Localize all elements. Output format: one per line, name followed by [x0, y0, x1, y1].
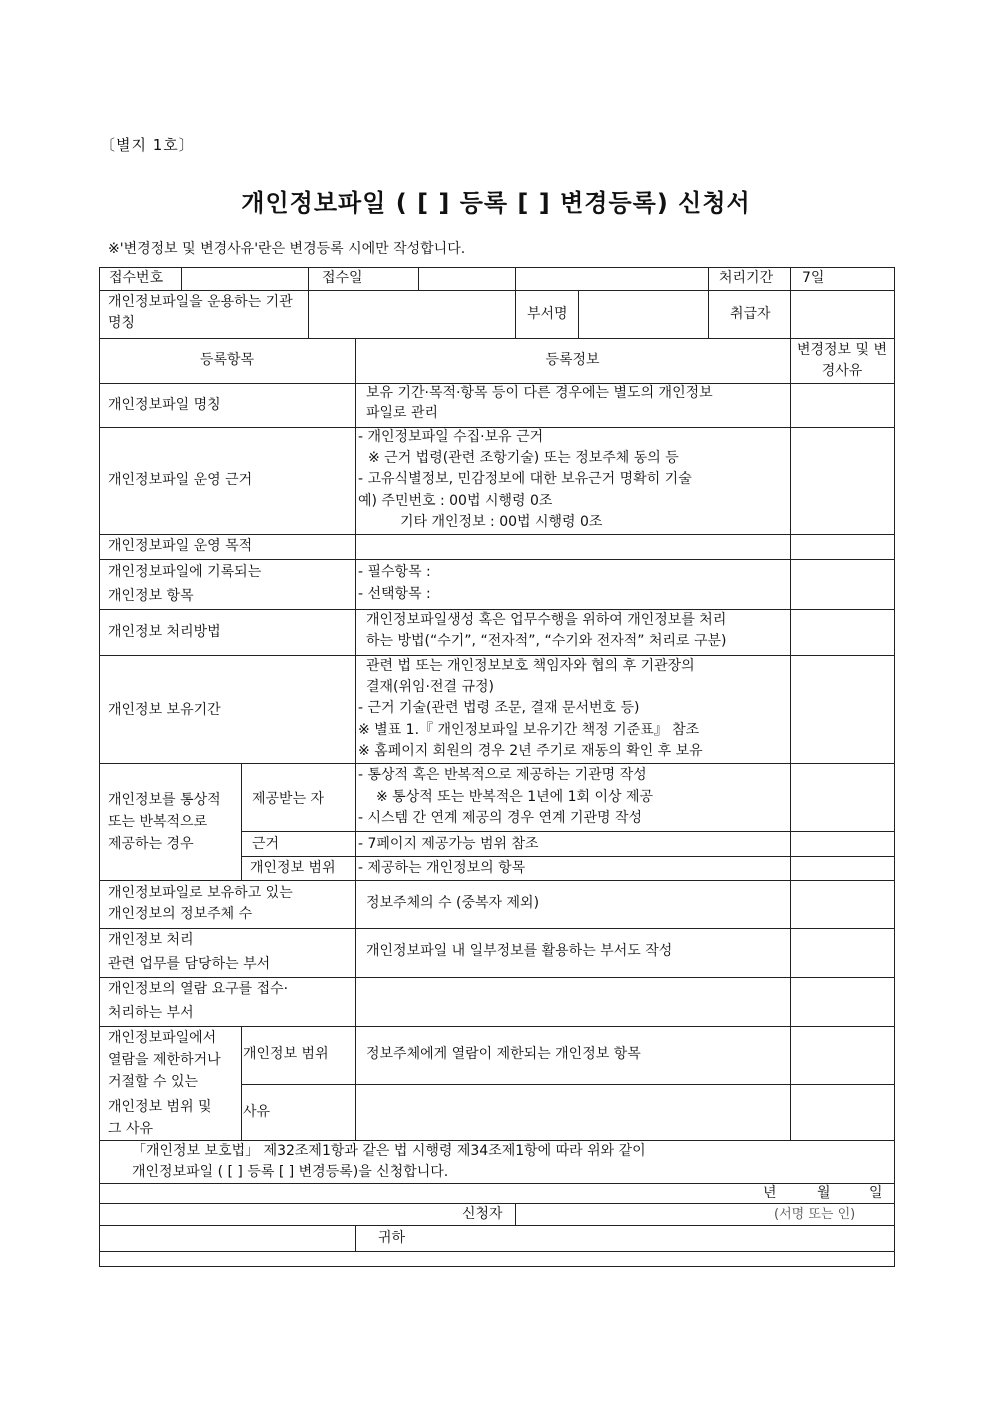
col-divider	[708, 290, 709, 338]
access-dept-label: 개인정보의 열람 요구를 접수·	[108, 981, 289, 997]
column-change-header: 변경정보 및 변경사유	[796, 342, 888, 379]
restriction-reason-label: 사유	[243, 1104, 271, 1120]
basis-info: 예) 주민번호 : 00법 시행령 0조	[358, 493, 553, 509]
row-divider	[99, 977, 895, 978]
items-label: 개인정보 항목	[108, 588, 194, 604]
items-info: - 필수항목 :	[358, 564, 431, 580]
processing-period-value: 7일	[802, 270, 825, 286]
items-label: 개인정보파일에 기록되는	[108, 564, 262, 580]
row-divider	[99, 1026, 895, 1027]
form-title: 개인정보파일 ( [ ] 등록 [ ] 변경등록) 신청서	[241, 189, 751, 217]
retention-info: ※ 홈페이지 회원의 경우 2년 주기로 재동의 확인 후 보유	[358, 743, 703, 759]
restriction-label: 열람을 제한하거나	[108, 1052, 221, 1068]
col-divider	[308, 267, 309, 338]
file-name-info: 파일로 관리	[366, 405, 439, 421]
statement-text: 개인정보파일 ( [ ] 등록 [ ] 변경등록)을 신청합니다.	[132, 1164, 449, 1180]
department-label: 부서명	[527, 306, 568, 322]
file-name-label: 개인정보파일 명칭	[108, 397, 221, 413]
restriction-label: 개인정보파일에서	[108, 1030, 217, 1046]
column-item-header: 등록항목	[199, 352, 255, 368]
col-divider	[418, 267, 419, 290]
row-divider	[99, 928, 895, 929]
recipient-info: ※ 통상적 또는 반복적은 1년에 1회 이상 제공	[376, 789, 654, 805]
restriction-label: 그 사유	[108, 1121, 154, 1137]
row-divider	[241, 856, 895, 857]
retention-label: 개인정보 보유기간	[108, 702, 221, 718]
row-divider	[241, 1084, 895, 1085]
subjects-label: 개인정보의 정보주체 수	[108, 906, 253, 922]
provision-label: 제공하는 경우	[108, 836, 194, 852]
form-note: ※'변경정보 및 변경사유'란은 변경등록 시에만 작성합니다.	[108, 241, 466, 257]
statement-text: 「개인정보 보호법」 제32조제1항과 같은 법 시행령 제34조제1항에 따라 위와 같이	[132, 1143, 646, 1159]
row-divider	[99, 1225, 895, 1226]
agency-name-label: 개인정보파일을 운용하는 기관 명칭	[108, 294, 293, 331]
file-name-info: 보유 기간·목적·항목 등이 다른 경우에는 별도의 개인정보	[366, 385, 713, 401]
basis-info: 기타 개인정보 : 00법 시행령 0조	[400, 514, 603, 530]
method-info: 개인정보파일생성 혹은 업무수행을 위하여 개인정보를 처리	[366, 612, 727, 628]
attachment-label: 〔별지 1호〕	[100, 136, 195, 154]
row-divider	[99, 1251, 895, 1252]
col-divider	[181, 267, 182, 290]
col-divider	[241, 763, 242, 880]
method-label: 개인정보 처리방법	[108, 624, 221, 640]
col-divider	[355, 338, 356, 1140]
basis-info: ※ 근거 법령(관련 조항기술) 또는 정보주체 동의 등	[368, 450, 679, 466]
col-divider	[355, 1225, 356, 1251]
date-year: 년	[763, 1185, 777, 1201]
processing-period-label: 처리기간	[719, 270, 774, 286]
dept-label: 관련 업무를 담당하는 부서	[108, 956, 271, 972]
provision-label: 또는 반복적으로	[108, 814, 208, 830]
retention-info: 관련 법 또는 개인정보보호 책임자와 협의 후 기관장의	[366, 658, 695, 674]
provision-scope-label: 개인정보 범위	[250, 860, 336, 876]
recipient-info: - 시스템 간 연계 제공의 경우 연계 기관명 작성	[358, 810, 643, 826]
signature-label: (서명 또는 인)	[774, 1207, 856, 1222]
dept-info: 개인정보파일 내 일부정보를 활용하는 부서도 작성	[366, 943, 673, 959]
handler-label: 취급자	[730, 306, 771, 322]
retention-info: 결재(위임·전결 규정)	[366, 679, 495, 695]
basis-info: - 개인정보파일 수집·보유 근거	[358, 429, 544, 445]
row-divider	[99, 880, 895, 881]
receipt-no-label: 접수번호	[109, 270, 164, 286]
column-info-header: 등록정보	[545, 352, 600, 368]
receipt-date-label: 접수일	[322, 270, 363, 286]
provision-basis-info: - 7페이지 제공가능 범위 참조	[358, 836, 539, 852]
col-divider	[790, 267, 791, 338]
row-divider	[99, 290, 895, 291]
basis-info: - 고유식별정보, 민감정보에 대한 보유근거 명확히 기술	[358, 471, 692, 487]
restriction-label: 개인정보 범위 및	[108, 1099, 212, 1115]
date-month: 월	[817, 1185, 831, 1201]
retention-info: - 근거 기술(관련 법령 조문, 결재 문서번호 등)	[358, 700, 640, 716]
provision-basis-label: 근거	[252, 836, 280, 852]
restriction-scope-label: 개인정보 범위	[243, 1046, 329, 1062]
recipient-label: 제공받는 자	[252, 791, 325, 807]
date-day: 일	[869, 1185, 883, 1201]
provision-label: 개인정보를 통상적	[108, 792, 221, 808]
retention-info: ※ 별표 1.『 개인정보파일 보유기간 책정 기준표』 참조	[358, 722, 700, 738]
col-divider	[708, 267, 709, 290]
basis-label: 개인정보파일 운영 근거	[108, 472, 253, 488]
purpose-label: 개인정보파일 운영 목적	[108, 538, 253, 554]
method-info: 하는 방법(“수기”, “전자적”, “수기와 전자적” 처리로 구분)	[366, 633, 727, 649]
access-dept-label: 처리하는 부서	[108, 1005, 194, 1021]
addressee: 귀하	[378, 1230, 406, 1246]
col-divider	[578, 290, 579, 338]
dept-label: 개인정보 처리	[108, 932, 194, 948]
recipient-info: - 통상적 혹은 반복적으로 제공하는 기관명 작성	[358, 767, 647, 783]
subjects-label: 개인정보파일로 보유하고 있는	[108, 885, 293, 901]
row-divider	[99, 559, 895, 560]
subjects-info: 정보주체의 수 (중복자 제외)	[366, 895, 540, 911]
row-divider	[99, 534, 895, 535]
col-divider	[790, 338, 791, 1140]
applicant-label: 신청자	[462, 1206, 503, 1222]
items-info: - 선택항목 :	[358, 586, 431, 602]
col-divider	[241, 1026, 242, 1140]
row-divider	[99, 338, 895, 339]
col-divider	[515, 1203, 516, 1225]
row-divider	[241, 831, 895, 832]
row-divider	[99, 763, 895, 764]
col-divider	[515, 267, 516, 338]
restriction-label: 거절할 수 있는	[108, 1074, 199, 1090]
provision-scope-info: - 제공하는 개인정보의 항목	[358, 860, 526, 876]
restriction-scope-info: 정보주체에게 열람이 제한되는 개인정보 항목	[366, 1046, 641, 1062]
